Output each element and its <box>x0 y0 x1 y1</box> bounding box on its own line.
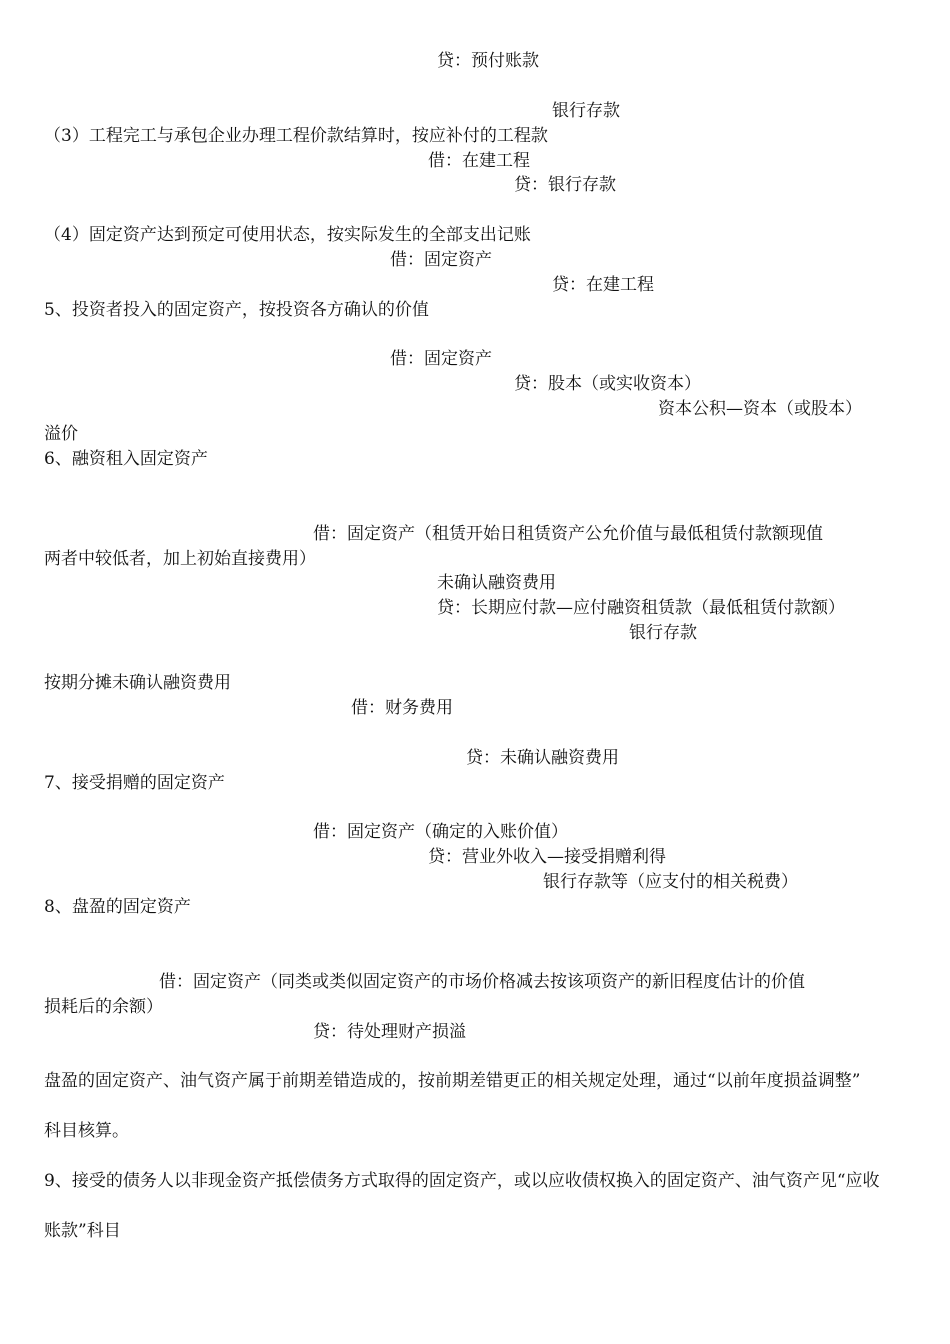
text-line: 6、融资租入固定资产 <box>44 449 208 469</box>
text-line: 借：固定资产 <box>390 250 492 270</box>
text-line: 5、投资者投入的固定资产，按投资各方确认的价值 <box>44 300 429 320</box>
text-line: 两者中较低者，加上初始直接费用） <box>44 549 316 569</box>
text-paragraph: 9、接受的债务人以非现金资产抵偿债务方式取得的固定资产，或以应收债权换入的固定资产、油气资产见“应收 <box>44 1171 880 1191</box>
text-line: 贷：长期应付款—应付融资租赁款（最低租赁付款额） <box>437 598 845 618</box>
text-line: 银行存款等（应支付的相关税费） <box>543 872 798 892</box>
text-line: 银行存款 <box>552 101 620 121</box>
text-line: 借：固定资产 <box>390 349 492 369</box>
text-line: 贷：营业外收入—接受捐赠利得 <box>428 847 666 867</box>
text-line: 科目核算。 <box>44 1121 129 1141</box>
text-line: 损耗后的余额） <box>44 997 163 1017</box>
text-line: 借：固定资产（同类或类似固定资产的市场价格减去按该项资产的新旧程度估计的价值 <box>159 972 805 992</box>
text-line: 贷：银行存款 <box>514 175 616 195</box>
text-line: 银行存款 <box>629 623 697 643</box>
text-line: 贷：股本（或实收资本） <box>514 374 701 394</box>
text-line: 7、接受捐赠的固定资产 <box>44 773 225 793</box>
text-line: 按期分摊未确认融资费用 <box>44 673 231 693</box>
text-line: 借：在建工程 <box>428 151 530 171</box>
text-line: 贷：预付账款 <box>437 51 539 71</box>
text-line: 借：财务费用 <box>351 698 453 718</box>
text-line: 借：固定资产（租赁开始日租赁资产公允价值与最低租赁付款额现值 <box>313 524 823 544</box>
text-line: 8、盘盈的固定资产 <box>44 897 191 917</box>
text-line: （4）固定资产达到预定可使用状态，按实际发生的全部支出记账 <box>44 225 531 245</box>
text-line: （3）工程完工与承包企业办理工程价款结算时，按应补付的工程款 <box>44 126 548 146</box>
text-paragraph: 盘盈的固定资产、油气资产属于前期差错造成的，按前期差错更正的相关规定处理，通过“以前年度损益调整” <box>44 1071 861 1091</box>
text-line: 资本公积—资本（或股本） <box>658 399 862 419</box>
text-line: 账款”科目 <box>44 1221 121 1241</box>
text-line: 溢价 <box>44 424 78 444</box>
text-line: 借：固定资产（确定的入账价值） <box>313 822 568 842</box>
text-line: 贷：在建工程 <box>552 275 654 295</box>
text-line: 未确认融资费用 <box>437 573 556 593</box>
text-line: 贷：未确认融资费用 <box>466 748 619 768</box>
text-line: 贷：待处理财产损溢 <box>313 1022 466 1042</box>
